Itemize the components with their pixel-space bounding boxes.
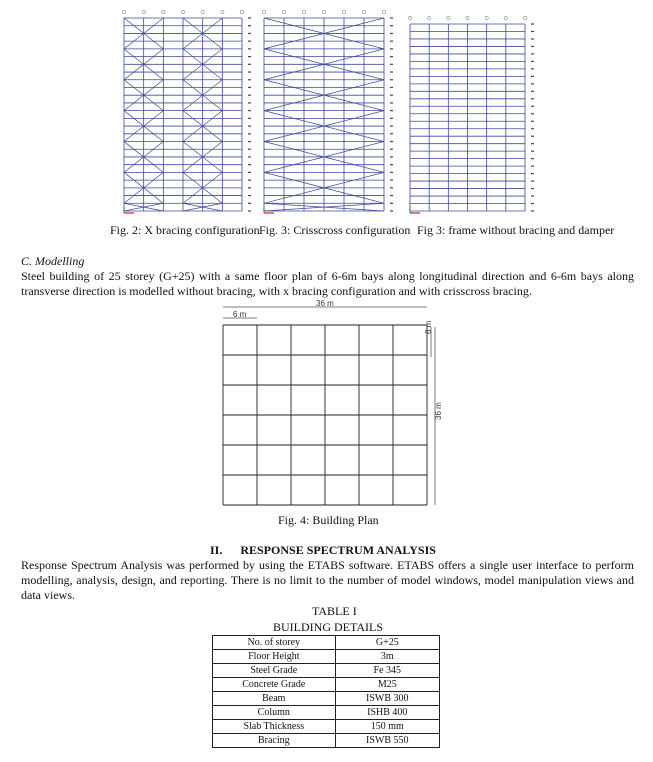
fig2-caption: Fig. 2: X bracing configuration: [110, 223, 260, 237]
plan-bay-dimension: 6 m: [233, 310, 247, 319]
plan-side-bay-dimension: 6 m: [424, 320, 433, 334]
modelling-heading: C. Modelling: [21, 254, 85, 268]
frame-without-bracing: [408, 16, 534, 213]
table-cell-parameter: Concrete Grade: [213, 678, 336, 692]
table-cell-value: ISWB 300: [335, 692, 439, 706]
frame-crisscross-bracing: [262, 10, 393, 213]
modelling-paragraph: Steel building of 25 storey (G+25) with a same floor plan of 6-6m bays along longitudinal direction and 6-6m bays along transverse direction is modelled without bracing, with x bracing configuration and with crisscross bracing.: [21, 269, 634, 298]
table-cell-value: 3m: [335, 650, 439, 664]
table-cell-parameter: Floor Height: [213, 650, 336, 664]
fig3-caption: Fig. 3: Crisscross configuration: [259, 223, 411, 237]
section-2-heading-text: II. RESPONSE SPECTRUM ANALYSIS: [210, 543, 436, 557]
table-cell-parameter: Bracing: [213, 734, 336, 748]
plan-side-dimension: 36 m: [434, 402, 443, 420]
table-cell-parameter: Steel Grade: [213, 664, 336, 678]
table-cell-value: G+25: [335, 636, 439, 650]
table-cell-parameter: Column: [213, 706, 336, 720]
table-cell-parameter: No. of storey: [213, 636, 336, 650]
section-2-paragraph: Response Spectrum Analysis was performed by using the ETABS software. ETABS offers a single user interface to perform modelling, analysis, design, and reporting. There is no limit to the number of model windows, model manipulation views and data views.: [21, 558, 634, 602]
fig3b-caption: Fig 3: frame without bracing and damper: [417, 223, 615, 237]
plan-top-dimension: 36 m: [316, 299, 334, 308]
table-cell-value: 150 mm: [335, 720, 439, 734]
table-row: [213, 678, 440, 692]
frame-x-bracing: [122, 10, 251, 213]
table-cell-parameter: Beam: [213, 692, 336, 706]
table-cell-value: Fe 345: [335, 664, 439, 678]
table-row: [213, 706, 440, 720]
table-cell-parameter: Slab Thickness: [213, 720, 336, 734]
frame-elevation-figures: [0, 0, 653, 222]
table-row: [213, 734, 440, 748]
table-cell-value: ISHB 400: [335, 706, 439, 720]
table-row: [213, 664, 440, 678]
table-row: [213, 720, 440, 734]
table-row: [213, 692, 440, 706]
table-row: [213, 650, 440, 664]
table-cell-value: M25: [335, 678, 439, 692]
building-plan: [215, 297, 450, 509]
section-2-heading: [210, 543, 436, 558]
fig4-caption: Fig. 4: Building Plan: [278, 513, 379, 527]
table-label: TABLE I: [312, 604, 357, 618]
table-title: BUILDING DETAILS: [273, 620, 384, 634]
table-cell-value: ISWB 550: [335, 734, 439, 748]
building-details-table: [212, 635, 440, 748]
table-row: [213, 636, 440, 650]
